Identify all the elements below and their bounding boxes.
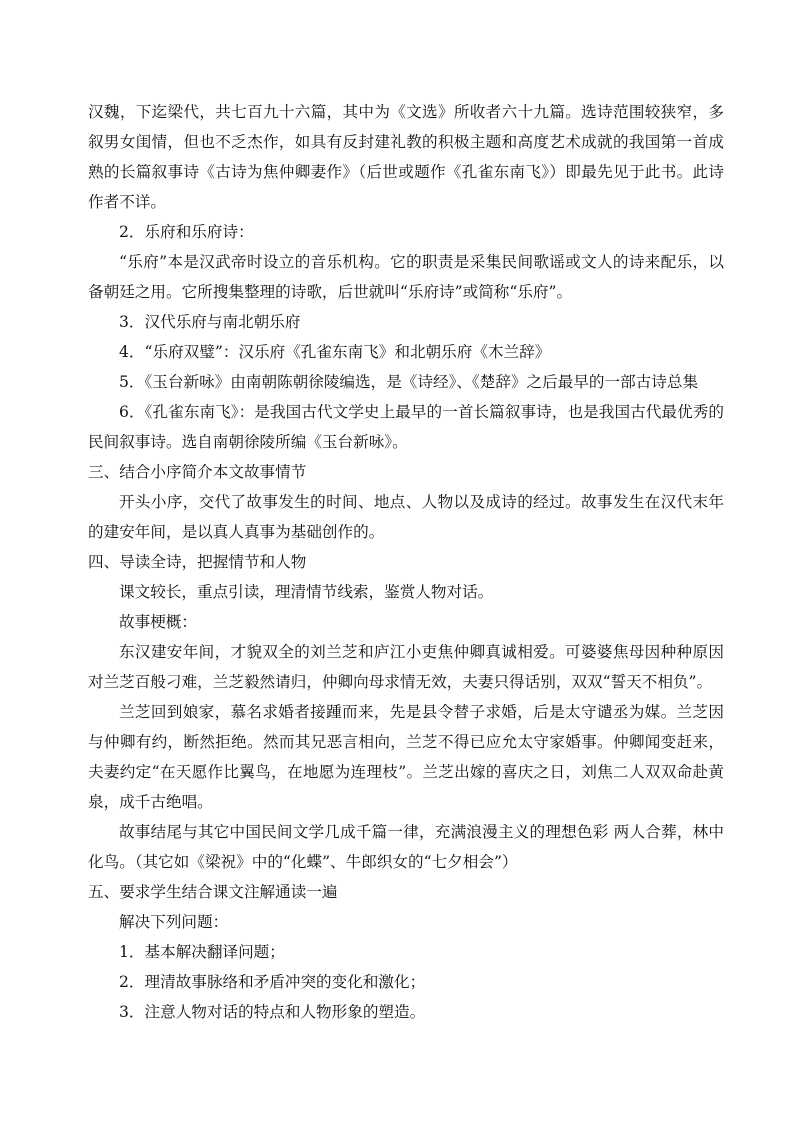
section-heading-3: 三、结合小序简介本文故事情节 xyxy=(88,463,307,481)
list-item-6: 6．《孔雀东南飞》：是我国古代文学史上最早的一首长篇叙事诗，也是我国古代最优秀的民间叙事诗。选自南朝徐陵所编《玉台新咏》。 xyxy=(88,403,724,451)
paragraph-story-part-2: 兰芝回到娘家，慕名求婚者接踵而来，先是县令替子求婚，后是太守谴丞为媒。兰芝因与仲卿有约，断然拒绝。然而其兄恶言相向，兰芝不得已应允太守家婚事。仲卿闻变赶来，夫妻约定“在天愿作比翼鸟，在地愿为连理枝”。兰芝出嫁的喜庆之日，刘焦二人双双命赴黄泉，成千古绝唱。 xyxy=(88,703,724,811)
document-body xyxy=(88,97,724,1027)
story-outline-label: 故事梗概： xyxy=(119,613,197,631)
paragraph-preface-summary: 开头小序，交代了故事发生的时间、地点、人物以及成诗的经过。故事发生在汉代末年的建安年间，是以真人真事为基础创作的。 xyxy=(88,493,724,541)
paragraph-story-ending: 故事结尾与其它中国民间文学几成千篇一律，充满浪漫主义的理想色彩 两人合葬，林中化鸟。（其它如《梁祝》中的“化蝶”、牛郎织女的“七夕相会”） xyxy=(88,823,724,871)
paragraph-story-part-1: 东汉建安年间，才貌双全的刘兰芝和庐江小吏焦仲卿真诚相爱。可婆婆焦母因种种原因对兰芝百般刁难，兰芝毅然请归，仲卿向母求情无效，夫妻只得话别，双双“誓天不相负”。 xyxy=(88,643,724,691)
list-item-4: 4．“乐府双璧”：汉乐府《孔雀东南飞》和北朝乐府《木兰辞》 xyxy=(119,343,551,361)
questions-label: 解决下列问题： xyxy=(119,913,229,931)
question-item-2: 2．理清故事脉络和矛盾冲突的变化和激化； xyxy=(119,973,426,991)
paragraph-guided-reading: 课文较长，重点引读，理清情节线索，鉴赏人物对话。 xyxy=(119,583,494,601)
section-heading-4: 四、导读全诗，把握情节和人物 xyxy=(88,553,307,571)
question-item-1: 1．基本解决翻译问题； xyxy=(119,943,285,961)
question-item-3: 3．注意人物对话的特点和人物形象的塑造。 xyxy=(119,1003,426,1021)
paragraph-yuefu-definition: “乐府”本是汉武帝时设立的音乐机构。它的职责是采集民间歌谣或文人的诗来配乐，以备朝廷之用。它所搜集整理的诗歌，后世就叫“乐府诗”或简称“乐府”。 xyxy=(88,253,724,301)
list-item-3: 3．汉代乐府与南北朝乐府 xyxy=(119,313,301,331)
list-item-2-heading: 2．乐府和乐府诗： xyxy=(119,223,254,241)
section-heading-5: 五、要求学生结合课文注解通读一遍 xyxy=(88,883,338,901)
paragraph-intro-continued: 汉魏，下迄梁代，共七百九十六篇，其中为《文选》所收者六十九篇。选诗范围较狭窄，多叙男女闺情，但也不乏杰作，如具有反封建礼教的积极主题和高度艺术成就的我国第一首成熟的长篇叙事诗《古诗为焦仲卿妻作》（后世或题作《孔雀东南飞》）即最先见于此书。此诗作者不详。 xyxy=(88,103,724,211)
list-item-5: 5．《玉台新咏》由南朝陈朝徐陵编选，是《诗经》、《楚辞》之后最早的一部古诗总集 xyxy=(119,373,699,391)
